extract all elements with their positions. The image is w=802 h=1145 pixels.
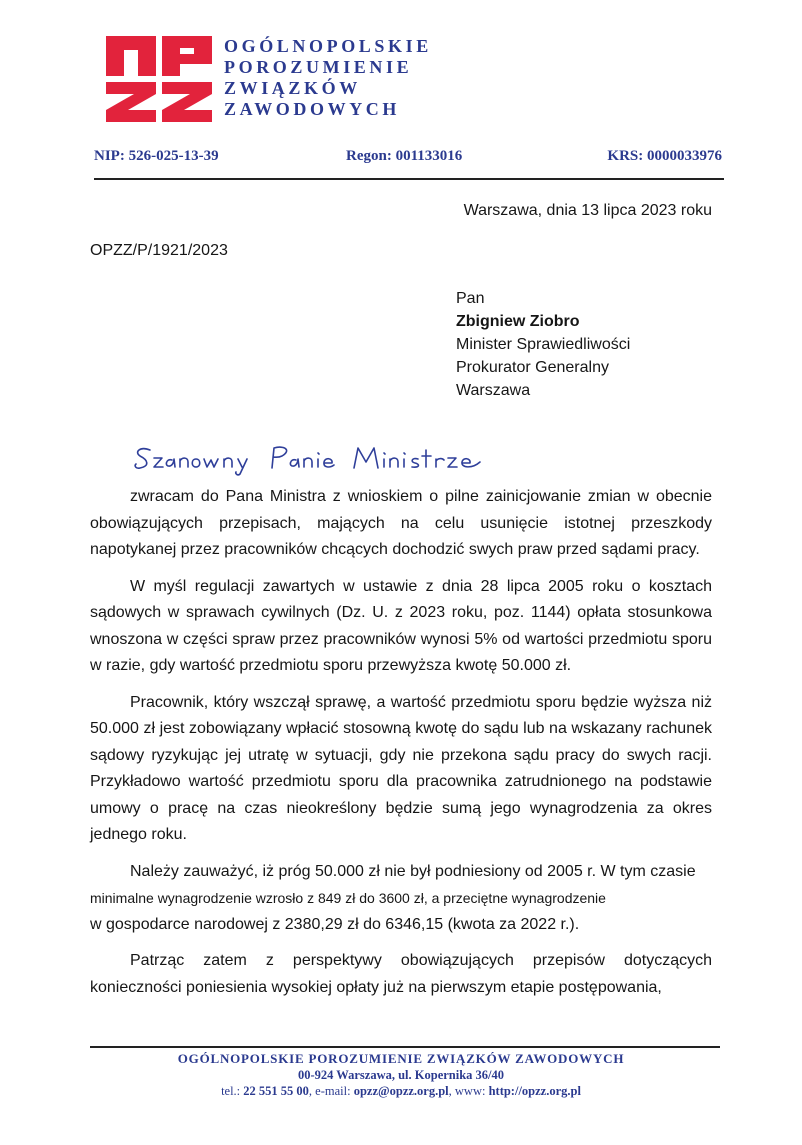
footer-address: 00-924 Warszawa, ul. Kopernika 36/40 <box>297 1068 505 1082</box>
email-label: , e-mail: <box>308 1084 351 1098</box>
organization-name <box>224 36 432 120</box>
footer-org-name: OGÓLNOPOLSKIE POROZUMIENIE ZWIĄZKÓW ZAWODOWYCH <box>177 1051 625 1066</box>
footer-divider <box>90 1046 720 1048</box>
letter-paragraph: zwracam do Pana Ministra z wnioskiem o pilne zainicjowanie zmian w obecnie obowiązujących przepisach, mających na celu usunięcie istotnej przeszkody napotykanej przez pracowników chcących dochodzić swych praw przed sądami pracy. <box>90 488 712 558</box>
addressee-salutation: Pan <box>456 290 485 307</box>
org-line: ZWIĄZKÓW <box>224 78 361 98</box>
www-label: , www: <box>448 1084 486 1098</box>
letter-paragraph: Patrząc zatem z perspektywy obowiązujących przepisów dotyczących konieczności poniesienia wysokiej opłaty już na pierwszym etapie postępowania, <box>90 952 712 996</box>
addressee-city: Warszawa <box>456 382 531 399</box>
website-link[interactable]: http://opzz.org.pl <box>488 1084 581 1098</box>
letter-paragraph <box>90 859 712 939</box>
email-link[interactable]: opzz@opzz.org.pl <box>353 1084 449 1098</box>
nip-number: NIP: 526-025-13-39 <box>94 148 219 164</box>
addressee-title: Prokurator Generalny <box>456 359 609 376</box>
place-date: Warszawa, dnia 13 lipca 2023 roku <box>463 202 712 219</box>
opzz-logo <box>104 34 216 124</box>
paragraph-line: minimalne wynagrodzenie wzrosło z 849 zł do 3600 zł, a przeciętne wynagrodzenie <box>90 890 606 906</box>
tel-label: tel.: <box>221 1084 241 1098</box>
reference-number: OPZZ/P/1921/2023 <box>90 242 228 259</box>
org-line: POROZUMIENIE <box>224 57 413 77</box>
krs-number: KRS: 0000033976 <box>607 148 722 164</box>
footer-contact <box>0 1083 802 1099</box>
paragraph-line: Należy zauważyć, iż próg 50.000 zł nie był podniesiony od 2005 r. W tym czasie <box>130 862 696 880</box>
paragraph-line: w gospodarce narodowej z 2380,29 zł do 6346,15 (kwota za 2022 r.). <box>90 915 580 933</box>
handwritten-salutation <box>132 442 492 476</box>
regon-number: Regon: 001133016 <box>346 148 463 164</box>
phone-number[interactable]: 22 551 55 00 <box>243 1084 309 1098</box>
addressee-block <box>456 287 630 402</box>
letter-paragraph: W myśl regulacji zawartych w ustawie z dnia 28 lipca 2005 roku o kosztach sądowych w sprawach cywilnych (Dz. U. z 2023 roku, poz. 1144) opłata stosunkowa wnoszona w części spraw przez pracowników wynosi 5% od wartości przedmiotu sporu w razie, gdy wartość przedmiotu sporu przewyższa kwotę 50.000 zł. <box>90 577 712 674</box>
addressee-name: Zbigniew Ziobro <box>456 313 580 330</box>
letter-body <box>90 484 712 1011</box>
addressee-title: Minister Sprawiedliwości <box>456 336 631 353</box>
org-line: ZAWODOWYCH <box>224 99 401 119</box>
header-divider <box>94 178 724 180</box>
letter-paragraph: Pracownik, który wszczął sprawę, a wartość przedmiotu sporu będzie wyższa niż 50.000 zł jest zobowiązany wpłacić stosowną kwotę do sądu lub na wskazany rachunek sądowy ryzykując jej utratę w sytuacji, gdy nie przekona sądu pracy do swych racji. Przykładowo wartość przedmiotu sporu dla pracownika zatrudnionego na podstawie umowy o pracę na czas nieokreślony będzie sumą jego wynagrodzenia za okres jednego roku. <box>90 693 712 843</box>
org-line: OGÓLNOPOLSKIE <box>224 36 432 56</box>
footer <box>0 1051 802 1099</box>
